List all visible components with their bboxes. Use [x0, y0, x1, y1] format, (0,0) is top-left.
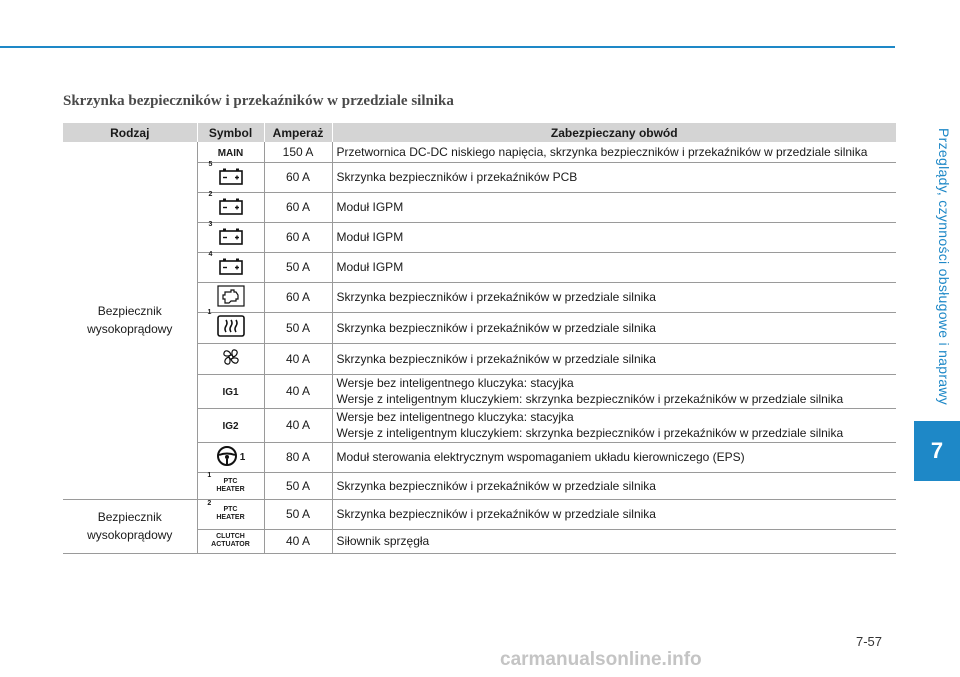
circuit-description: Skrzynka bezpieczników i przekaźników w przedziale silnika — [336, 320, 656, 335]
chapter-number-tab: 7 — [914, 421, 960, 481]
amperage-cell: 60 A — [264, 192, 332, 222]
circuit-cell — [332, 374, 896, 408]
engine-icon — [217, 285, 245, 310]
amperage-cell: 50 A — [264, 312, 332, 343]
circuit-cell — [332, 142, 896, 162]
header-rodzaj: Rodzaj — [63, 123, 197, 142]
header-obwod: Zabezpieczany obwód — [332, 123, 896, 142]
amperage-cell: 60 A — [264, 162, 332, 192]
battery-icon — [218, 257, 244, 278]
symbol-label-line: CLUTCH — [216, 533, 245, 540]
symbol-cell — [197, 252, 264, 282]
amperage-cell: 60 A — [264, 282, 332, 312]
header-symbol: Symbol — [197, 123, 264, 142]
table-row — [63, 499, 896, 529]
symbol-label-line: PTC — [223, 477, 238, 485]
circuit-description: Wersje z inteligentnym kluczykiem: skrzynka bezpieczników i przekaźników w przedziale silnika — [336, 392, 844, 406]
circuit-description: Moduł sterowania elektrycznym wspomaganiem układu kierowniczego (EPS) — [336, 450, 745, 464]
symbol-cell — [197, 408, 264, 442]
rodzaj-cell — [63, 499, 197, 553]
circuit-description: Moduł IGPM — [336, 260, 404, 274]
fuse-symbol — [207, 471, 245, 494]
fuse-symbol — [211, 533, 250, 549]
symbol-cell — [197, 529, 264, 553]
circuit-description: Wersje z inteligentnym kluczykiem: skrzynka bezpieczników i przekaźników w przedziale silnika — [336, 426, 844, 440]
table-row — [63, 142, 896, 162]
symbol-cell — [197, 309, 264, 343]
circuit-description: Przetwornica DC-DC niskiego napięcia, skrzynka bezpieczników i przekaźników w przedziale silnika — [336, 144, 868, 159]
symbol-label — [216, 478, 244, 494]
fan-icon — [219, 345, 243, 372]
circuit-description: Wersje bez inteligentnego kluczyka: stacyjka — [336, 376, 574, 390]
amperage-cell: 150 A — [264, 142, 332, 162]
amperage-cell: 50 A — [264, 499, 332, 529]
circuit-cell — [332, 472, 896, 499]
symbol-cell — [197, 162, 264, 192]
fuse-symbol — [207, 500, 245, 522]
circuit-cell — [332, 222, 896, 252]
fuse-symbol — [216, 445, 246, 470]
superscript-number: 4 — [208, 250, 213, 258]
fuse-symbol — [222, 384, 238, 398]
header-amperaz: Amperaż — [264, 123, 332, 142]
circuit-cell — [332, 162, 896, 192]
rodzaj-label: Bezpiecznik wysokoprądowy — [87, 304, 173, 337]
circuit-cell — [332, 312, 896, 343]
chapter-side-title: Przeglądy, czynności obsługowe i naprawy — [936, 128, 952, 406]
battery-icon — [218, 227, 244, 248]
superscript-number: 2 — [207, 500, 212, 507]
circuit-cell — [332, 252, 896, 282]
circuit-description: Skrzynka bezpieczników i przekaźników w przedziale silnika — [336, 290, 656, 304]
table-header-row — [63, 123, 896, 142]
circuit-description: Skrzynka bezpieczników i przekaźników w przedziale silnika — [336, 507, 656, 521]
circuit-description: Wersje bez inteligentnego kluczyka: stacyjka — [336, 410, 574, 424]
rodzaj-label: Bezpiecznik wysokoprądowy — [87, 510, 173, 542]
fuse-symbol — [219, 345, 243, 372]
fuse-symbol — [217, 285, 245, 310]
superscript-number: 5 — [208, 160, 213, 168]
circuit-cell — [332, 529, 896, 553]
symbol-label-line: HEATER — [216, 514, 245, 521]
amperage-cell: 60 A — [264, 222, 332, 252]
symbol-cell — [197, 192, 264, 222]
symbol-cell — [197, 222, 264, 252]
superscript-number: 1 — [207, 309, 212, 316]
amperage-cell: 40 A — [264, 408, 332, 442]
symbol-label-line: HEATER — [216, 485, 245, 493]
fuse-symbol — [218, 145, 244, 159]
circuit-description: Moduł IGPM — [336, 230, 404, 244]
symbol-label — [211, 533, 250, 549]
circuit-cell — [332, 192, 896, 222]
symbol-cell — [197, 472, 264, 499]
fuse-symbol — [208, 190, 244, 218]
page-number: 7-57 — [856, 634, 883, 649]
symbol-cell — [197, 499, 264, 529]
symbol-cell — [197, 343, 264, 374]
amperage-cell: 40 A — [264, 529, 332, 553]
table-body — [63, 142, 896, 553]
steering-wheel-icon — [216, 445, 238, 470]
rodzaj-cell — [63, 142, 197, 499]
superscript-number: 2 — [208, 190, 213, 198]
fuse-symbol — [208, 220, 244, 248]
amperage-cell: 50 A — [264, 252, 332, 282]
circuit-cell — [332, 343, 896, 374]
rear-defrost-icon — [217, 315, 245, 340]
battery-icon — [218, 197, 244, 218]
amperage-cell: 40 A — [264, 343, 332, 374]
symbol-label: IG2 — [222, 421, 239, 433]
superscript-number: 1 — [239, 451, 246, 463]
superscript-number: 3 — [208, 220, 213, 228]
symbol-cell — [197, 282, 264, 312]
circuit-description: Skrzynka bezpieczników i przekaźników w przedziale silnika — [336, 478, 656, 493]
fuse-symbol — [208, 160, 244, 188]
circuit-cell — [332, 408, 896, 442]
fuse-symbol — [207, 309, 245, 340]
circuit-description: Skrzynka bezpieczników i przekaźników PCB — [336, 170, 578, 184]
circuit-cell — [332, 499, 896, 529]
symbol-cell — [197, 442, 264, 472]
symbol-cell — [197, 374, 264, 408]
symbol-label-line: ACTUATOR — [211, 541, 250, 548]
symbol-label — [216, 506, 244, 522]
circuit-cell — [332, 282, 896, 312]
amperage-cell: 40 A — [264, 374, 332, 408]
fuse-symbol — [208, 250, 244, 278]
circuit-description: Moduł IGPM — [336, 200, 404, 214]
amperage-cell: 80 A — [264, 442, 332, 472]
circuit-description: Skrzynka bezpieczników i przekaźników w przedziale silnika — [336, 351, 656, 366]
circuit-cell — [332, 442, 896, 472]
top-rule — [0, 46, 895, 48]
fuse-symbol — [222, 418, 238, 432]
symbol-label: MAIN — [217, 148, 244, 160]
symbol-cell — [197, 142, 264, 162]
symbol-label-line: PTC — [223, 506, 238, 513]
amperage-cell: 50 A — [264, 472, 332, 499]
section-title: Skrzynka bezpieczników i przekaźników w przedziale silnika — [63, 93, 454, 109]
watermark: carmanualsonline.info — [500, 649, 702, 670]
circuit-description: Siłownik sprzęgła — [336, 534, 430, 548]
symbol-label: IG1 — [222, 387, 239, 399]
superscript-number: 1 — [207, 471, 212, 479]
fuse-table — [63, 123, 896, 554]
battery-icon — [218, 167, 244, 188]
